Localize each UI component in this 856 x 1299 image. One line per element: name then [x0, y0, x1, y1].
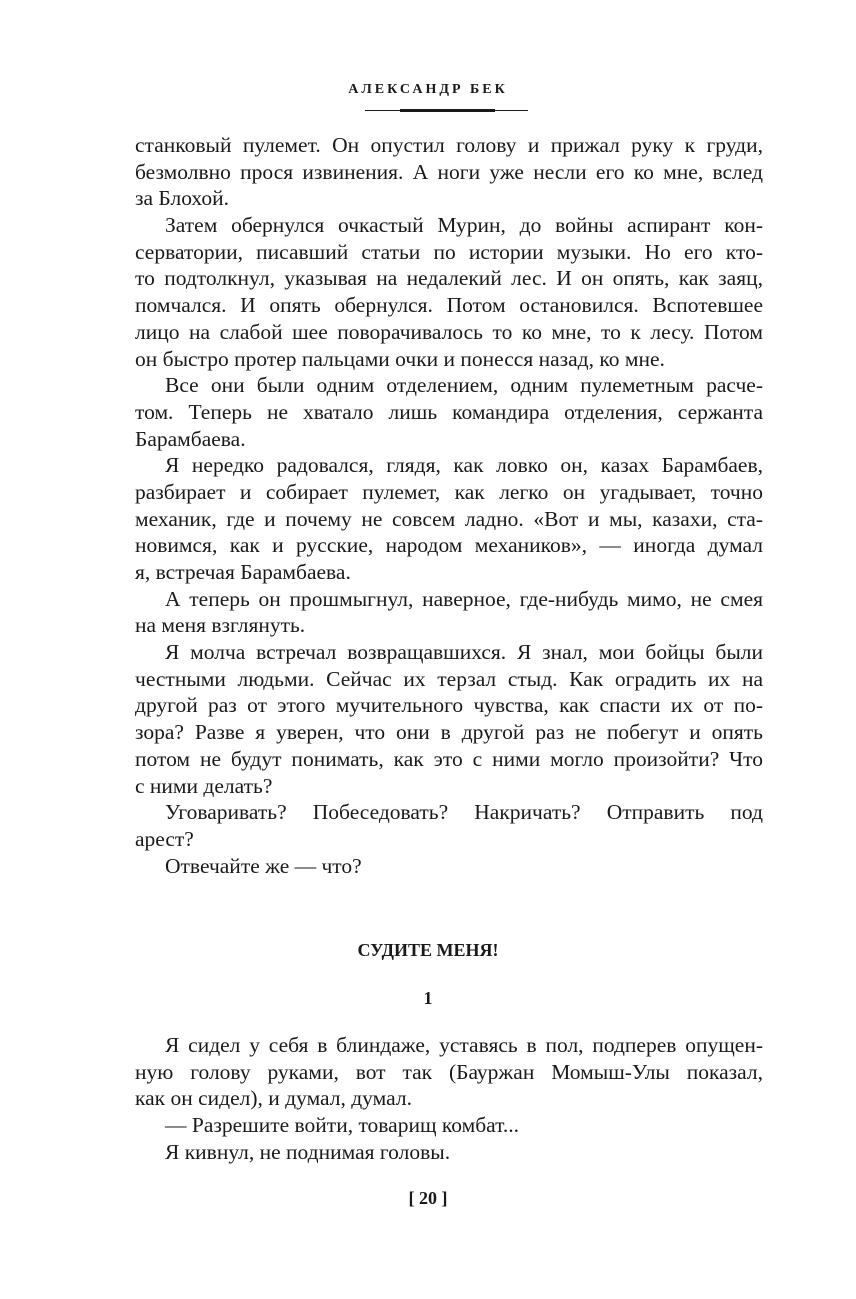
paragraph [135, 1032, 763, 1112]
paragraph [135, 372, 763, 452]
text-line: Затем обернулся очкастый Мурин, до войны аспирант кон- [165, 213, 763, 238]
text-line: Все они были одним отделением, одним пулеметным расче- [165, 373, 763, 398]
page-number: [ 20 ] [408, 1188, 448, 1208]
text-line: Я кивнул, не поднимая головы. [165, 1139, 451, 1164]
body-text-bottom [135, 1032, 763, 1165]
paragraph [135, 1112, 763, 1139]
text-line: Я молча встречал возвращавшихся. Я знал, мои бойцы были [165, 640, 763, 665]
text-line: разбирает и собирает пулемет, как легко он угадывает, точно [135, 479, 763, 504]
text-line: зора? Разве я уверен, что они в другой раз не побегут и опять [135, 720, 763, 745]
chapter-title: СУДИТЕ МЕНЯ! [357, 940, 499, 960]
text-line: помчался. И опять обернулся. Потом остановился. Вспотевшее [135, 293, 763, 318]
text-line: честными людьми. Сейчас их терзал стыд. Как оградить их на [135, 666, 763, 691]
text-line: потом не будут понимать, как это с ними могло произойти? Что [135, 746, 763, 771]
text-line: — Разрешите войти, товарищ комбат... [165, 1113, 520, 1138]
text-line: Отвечайте же — что? [165, 853, 362, 878]
text-line: том. Теперь не хватало лишь командира отделения, сержанта [135, 399, 763, 424]
text-line: как он сидел), и думал, думал. [135, 1086, 412, 1111]
text-line: лицо на слабой шее поворачивалось то ко мне, то к лесу. Потом [135, 319, 763, 344]
text-line: я, встречая Барамбаева. [135, 560, 351, 584]
text-line: то подтолкнул, указывая на недалекий лес. И он опять, как заяц, [135, 266, 763, 291]
paragraph [135, 452, 763, 585]
text-line: он быстро протер пальцами очки и понесся назад, ко мне. [135, 346, 665, 371]
text-line: Барамбаева. [135, 426, 246, 451]
text-line: за Блохой. [135, 186, 229, 211]
running-head: АЛЕКСАНДР БЕК [348, 82, 508, 97]
text-line: А теперь он прошмыгнул, наверное, где-нибудь мимо, не смея [165, 586, 763, 611]
text-line: новимся, как и русские, народом механиков», — иногда думал [135, 533, 763, 558]
section-number: 1 [423, 988, 433, 1008]
paragraph [135, 132, 763, 212]
body-text-top [135, 132, 763, 879]
header-rule-accent [400, 109, 495, 112]
text-line: станковый пулемет. Он опустил голову и прижал руку к груди, [135, 133, 763, 157]
paragraph [135, 799, 763, 852]
text-line: безмолвно прося извинения. А ноги уже несли его ко мне, вслед [135, 159, 763, 184]
text-line: другой раз от этого мучительного чувства, как спасти их от по- [135, 693, 763, 718]
text-line: с ними делать? [135, 773, 273, 798]
paragraph [135, 586, 763, 639]
text-line: ную голову руками, вот так (Бауржан Момыш-Улы показал, [135, 1059, 763, 1084]
text-line: Уговаривать? Побеседовать? Накричать? Отправить под [165, 800, 763, 825]
paragraph [135, 853, 763, 880]
text-line: Я сидел у себя в блиндаже, уставясь в пол, подперев опущен- [165, 1033, 763, 1057]
text-line: на меня взглянуть. [135, 613, 306, 638]
text-line: серватории, писавший статьи по истории музыки. Но его кто- [135, 239, 763, 264]
text-line: арест? [135, 826, 194, 851]
text-line: Я нередко радовался, глядя, как ловко он, казах Барамбаев, [165, 453, 763, 478]
paragraph [135, 1139, 763, 1166]
text-line: механик, где и почему не совсем ладно. «Вот и мы, казахи, ста- [135, 506, 763, 531]
paragraph [135, 212, 763, 372]
paragraph [135, 639, 763, 799]
